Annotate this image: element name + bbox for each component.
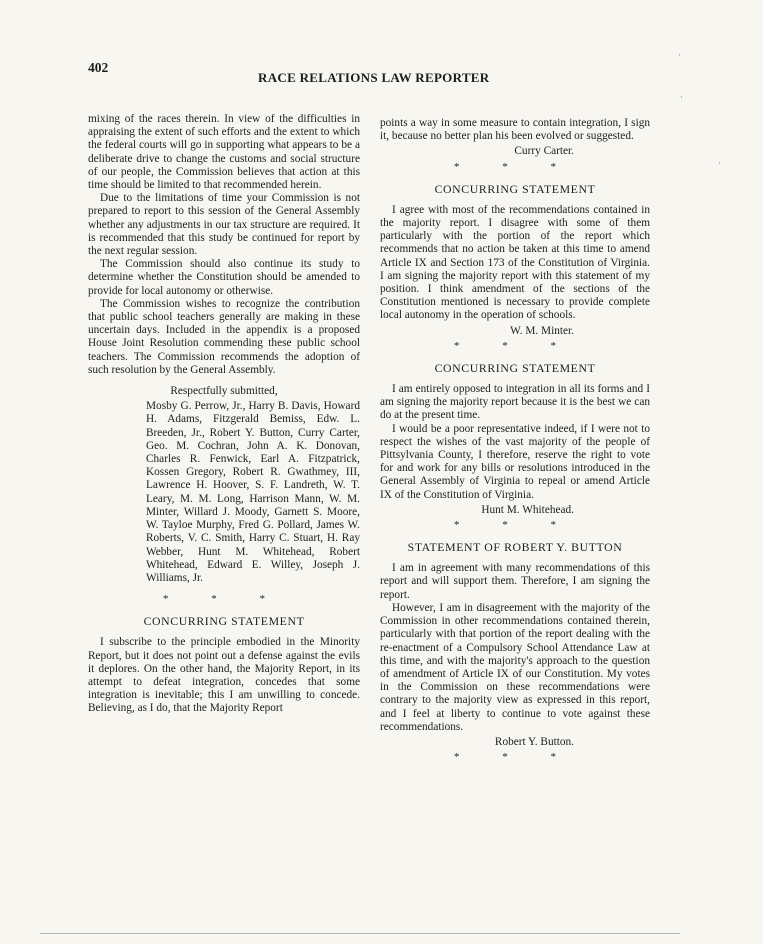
scan-speck: · bbox=[678, 50, 681, 60]
section-separator: * * * bbox=[454, 339, 576, 352]
body-paragraph: I subscribe to the principle embodied in the Minority Report, but it does not point out a defense against the evils it deplores. On the other hand, the Majority Report, in its attempt to defeat integration, concedes that some integration is inevitable; this I am unwilling to concede. Believing, as I do, that the Majority Report bbox=[88, 636, 360, 715]
body-paragraph: Due to the limitations of time your Commission is not prepared to report to this session of the General Assembly whether any adjustments in our tax structure are required. It is recommended that this study be continued for report by the next regular session. bbox=[88, 192, 360, 258]
section-separator: * * * bbox=[163, 593, 285, 606]
section-separator: * * * bbox=[454, 160, 576, 173]
right-column bbox=[380, 117, 650, 773]
concurring-statement-heading: CONCURRING STATEMENT bbox=[434, 181, 596, 196]
body-paragraph: I would be a poor representative indeed, if I were not to respect the wishes of the vast majority of the people of Pittsylvania County, I therefore, reserve the right to vote for and work for any bills or resolutions introduced in the General Assembly of Virginia to repeal or amend Article IX of the Constitution of Virginia. bbox=[380, 422, 650, 501]
body-paragraph: I agree with most of the recommendations contained in the majority report. I disagree with some of them particularly with the portion of the report which recommends that no action be taken at this time to amend Article IX and Section 173 of the Constitution of Virginia. I am signing the majority report with this statement of my position. I think amendment of the sections of the Constitution mentioned is necessary to provide complete local autonomy in the operation of schools. bbox=[380, 203, 650, 322]
body-paragraph: However, I am in disagreement with the majority of the Commission in other recommendations contained therein, particularly with that portion of the report dealing with the re-enactment of a Compulsory School Attendance Law at this time, and with the majority's approach to the question of amendment of Article IX of our Constitution. My votes in the Commission on these recommendations were contrary to the majority view as expressed in this report, and I feel at liberty to continue to vote against these recommendations. bbox=[380, 601, 650, 733]
body-paragraph: The Commission wishes to recognize the contribution that public school teachers generally are making in these uncertain days. Included in the appendix is a proposed House Joint Resolution commending these public school teachers. The Commission recommends the adoption of such resolution by the General Assembly. bbox=[88, 297, 360, 376]
signature-line: W. M. Minter. bbox=[510, 324, 574, 337]
concurring-statement-heading: CONCURRING STATEMENT bbox=[434, 360, 596, 375]
footer-rule bbox=[40, 933, 680, 934]
body-paragraph: I am in agreement with many recommendations of this report and will support them. Therefore, I am signing the report. bbox=[380, 562, 650, 601]
running-head: RACE RELATIONS LAW REPORTER bbox=[258, 70, 490, 85]
body-paragraph: mixing of the races therein. In view of the difficulties in appraising the extent of such efforts and the extent to which the federal courts will go in supporting what appears to be a deliberate drive to change the customs and social structure of our people, the Commission believes that action at this time should be limited to that recommended herein. bbox=[88, 113, 360, 192]
signature-line: Curry Carter. bbox=[514, 145, 574, 158]
signers-list: Mosby G. Perrow, Jr., Harry B. Davis, Howard H. Adams, Fitzgerald Bemiss, Edw. L. Breeden, Jr., Robert Y. Button, Curry Carter, Geo. M. Cochran, John A. K. Donovan, Charles R. Fenwick, Earl A. Fitzpatrick, Kossen Gregory, Robert R. Gwathmey, III, Lawrence H. Hoover, S. F. Landreth, W. T. Leary, M. M. Long, Harrison Mann, W. M. Minter, Willard J. Moody, Garnett S. Moore, W. Tayloe Murphy, Fred G. Pollard, James W. Roberts, V. C. Smith, Harry C. Stuart, H. Ray Webber, Hunt M. Whitehead, Robert Whitehead, Edward E. Willey, Joseph J. Williams, Jr. bbox=[146, 400, 360, 584]
section-separator: * * * bbox=[454, 519, 576, 532]
scan-speck: · bbox=[718, 158, 721, 168]
statement-heading: STATEMENT OF ROBERT Y. BUTTON bbox=[407, 540, 623, 555]
signature-line: Hunt M. Whitehead. bbox=[481, 503, 574, 516]
body-paragraph: points a way in some measure to contain integration, I sign it, because no better plan his been evolved or suggested. bbox=[380, 117, 650, 143]
body-paragraph: I am entirely opposed to integration in all its forms and I am signing the majority report because it is the best we can do at the present time. bbox=[380, 383, 650, 422]
page-number: 402 bbox=[88, 60, 109, 75]
section-separator: * * * bbox=[454, 751, 576, 764]
signature-line: Robert Y. Button. bbox=[494, 735, 574, 748]
respectfully-submitted: Respectfully submitted, bbox=[170, 385, 278, 398]
left-column bbox=[88, 113, 360, 716]
body-paragraph: The Commission should also continue its study to determine whether the Constitution should be amended to provide for local autonomy or otherwise. bbox=[88, 258, 360, 297]
scan-speck: · bbox=[680, 92, 683, 102]
concurring-statement-heading: CONCURRING STATEMENT bbox=[143, 614, 305, 629]
